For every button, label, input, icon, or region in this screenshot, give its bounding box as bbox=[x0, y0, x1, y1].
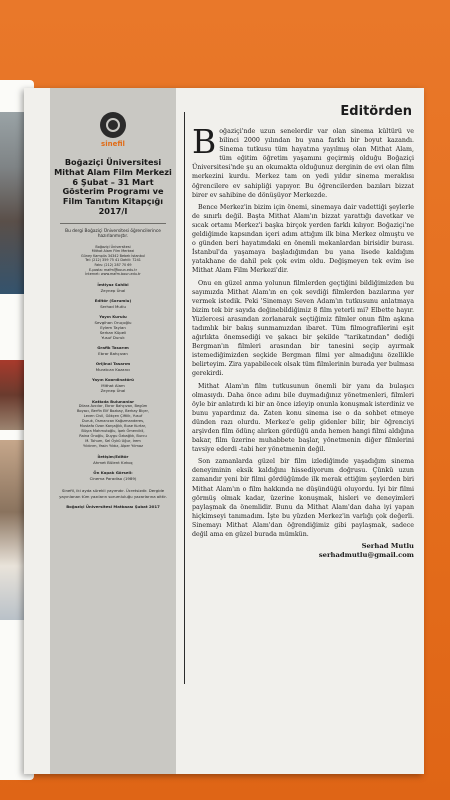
article-paragraph: Onu en güzel anma yolunun filmlerden geçtiğini bildiğimizden bu sayımızda Mithat Alam'ın en çok sevdiği filmlerden bazılarına yer vermek istedik. Peki 'Sinemayı Seven Adam'ın tutkusunu anlatmaya bizim tek bir sayıda değinebildiğimiz 8 film yeterli mi? Elbette hayır. Yüzlercesi arasından zorlanarak seçtiğimiz filmler onun film aşkına tadımlık bir bakış sunmamızdan ibaret. Tüm filmografilerini eşit ağırlıkta önemsediği ve şakacı bir şekilde "tarikatından" dediği Bergman'ın filmleri arasından bir tanesini seçip ayırmak istemediğimizden seçkide Bergman filmi yer almadığını özellikle belirteyim. Zira yapabilecek olsak tüm filmlerinin burada yer bulması gerekirdi. bbox=[192, 279, 414, 378]
drop-cap: B bbox=[192, 122, 217, 161]
credit-name: Muratcan Kazancı bbox=[95, 367, 131, 373]
credit-name: Mustafa Ozan Karçağlılı, Buse Kurtar, bbox=[79, 424, 147, 429]
credit-name: M. Tohum, Sel Öykü Uğur, İrem bbox=[85, 439, 141, 444]
credit-name: Yusuf Duruk bbox=[101, 335, 125, 341]
paragraph-text: oğaziçi'nde uzun senelerdir var olan sinema kültürü ve bilinci 2000 yılından bu yana farklı bir boyut kazandı. Sinema tutkusu tüm hayatına yayılmış olan Mithat Alam, tüm eğitim öğretim yaşamını geçirmiş olduğu Boğaziçi Üniversitesi'nde şu an okumakta olduğunuz derginin de evi olan film merkezini kurdu. Merkez tam on yedi yıldır sinema meraklısı öğrencilere ev sahipliği yapıyor. Bu öğrencilerden bazıları bizzat birer ev sahibine de dönüşüyor Merkezde. bbox=[192, 128, 414, 199]
credit-name: Sevgihan Oruçoğlu bbox=[94, 319, 132, 325]
credit-name: Ahmet Bülent Kırkoç bbox=[93, 460, 133, 466]
underlying-photo-middle bbox=[0, 360, 26, 430]
credit-role: Yayın Kurulu bbox=[99, 313, 127, 319]
author-email: serhadmutlu@gmail.com bbox=[318, 551, 414, 560]
credit-name: Raina Önoğlu, Duygu Özbağlık, Burcu bbox=[79, 434, 147, 439]
article-body bbox=[192, 122, 414, 539]
credit-board bbox=[54, 315, 172, 341]
booklet-title bbox=[54, 158, 172, 217]
publication-note: Sinefil, iki ayda sürekli yayımdır. Ücretsizdir. Dergide yayınlanan tüm yazıların sorumluluğu yazarlarına aittir. bbox=[59, 488, 167, 499]
title-line: Mithat Alam Film Merkezi bbox=[54, 166, 172, 177]
address-line: Güney Kampüs 34342 Bebek İstanbul bbox=[81, 253, 145, 258]
credit-name: Cinema Paradiso (1989) bbox=[89, 476, 137, 482]
title-line: Film Tanıtım Kitapçığı bbox=[62, 196, 164, 207]
credit-contact bbox=[54, 455, 172, 465]
article-paragraph: Son zamanlarda güzel bir film izlediğimde yaşadığım sinema deneyiminin eksik kaldığını hissediyorum doğrusu. Çünkü uzun zamandır yeni bir filmi gördüğümde ilk merak ettiğim şeylerden biri Mithat Alam'ın o film hakkında ne düşündüğü oluyordu. İyi bir filmi görmüş olmak kadar, üzerine konuşmak, hisleri ve deneyimleri paylaşmak da önemlidir. Bunu da Mithat Alam'dan daha iyi yapan hiçkimseyi tanımadım. İşte bu yüzden Merkez'in varlığı çok değerli. Sinemayı Mithat Alam'dan öğrendiğimiz gibi paylaşmak, sadece değil ama en güzel burada mümkün. bbox=[192, 458, 414, 539]
credit-role: Ön Kapak Görseli: bbox=[93, 470, 133, 476]
credit-name: Yıldırım, Yasin Yıldız, Alper Yılmaz bbox=[83, 444, 143, 449]
credit-owner bbox=[54, 283, 172, 293]
credit-name: Dilara Avcılar, Ebrar Bahçıvan, Begüm bbox=[78, 404, 148, 409]
editorial-article bbox=[192, 104, 414, 744]
article-paragraph bbox=[192, 122, 414, 200]
title-line: 6 Şubat – 31 Mart bbox=[72, 176, 154, 187]
credit-coordination bbox=[54, 378, 172, 393]
credit-name: Büşra Mahmutoğlu, İpek Ömercikli, bbox=[81, 429, 145, 434]
address-block bbox=[54, 245, 172, 277]
credit-name: Ebrar Bahçıvan bbox=[98, 351, 128, 357]
credit-role: Yayın Koordinatörü bbox=[92, 377, 134, 383]
credit-role: İmtiyaz Sahibi bbox=[97, 281, 129, 287]
credit-name: Duruk, Osmancan Kağızmanderes, bbox=[81, 419, 145, 424]
brand-name: sinefil bbox=[101, 140, 125, 148]
credit-role: Orijinal Tasarım bbox=[95, 361, 131, 367]
article-paragraph: Mithat Alam'ın film tutkusunun önemli bir yanı da bulaşıcı olmasıydı. Daha önce adını bile duymadığınız yönetmenleri, filmleri öyle bir anlatırdı ki bir an önce izleyip onunla konuşmak isterdiniz ve bunu yapardınız da. Zaten konu sinema ise o da sohbet etmeye dünden razı olurdu. Merkez'e gelip gidenler bilir, bir öğrenciyi arşivden film ödünç alırken gördüğü anda hemen hangi filmi aldığına bakar, film üzerine muhabbete başlar, yönetmenin diğer filmlerini tavsiye ederdi -tabi her yönetmenin değil. bbox=[192, 382, 414, 454]
credit-name: Serkan Küpeli bbox=[99, 329, 127, 335]
booklet-page bbox=[24, 88, 424, 774]
sidebar-divider bbox=[60, 223, 166, 224]
credit-name: Zeynep Ünal bbox=[100, 388, 126, 394]
credit-role: Editör (Sorumlu) bbox=[94, 297, 132, 303]
credit-role: Grafik Tasarım bbox=[97, 345, 129, 351]
address-line: Faks: (212) 287 70 69 bbox=[94, 262, 132, 267]
underlying-photo-bottom bbox=[0, 440, 26, 620]
credit-name: Serhad Mutlu bbox=[100, 303, 126, 309]
credit-role: Katkıda Bulunanlar bbox=[91, 398, 135, 404]
credit-cover-image bbox=[54, 471, 172, 481]
signature-block bbox=[192, 542, 414, 560]
sinefil-logo-icon bbox=[100, 112, 126, 138]
address-line: E-posta: mafm@boun.edu.tr bbox=[88, 267, 138, 272]
author-name: Serhad Mutlu bbox=[361, 542, 414, 551]
credit-name: Eylem Taylan bbox=[100, 324, 126, 330]
masthead-sidebar bbox=[50, 88, 176, 774]
credit-name: Leven Civil, Gökçen Çiftlik, Yusuf bbox=[83, 414, 143, 419]
credit-editor bbox=[54, 299, 172, 309]
column-divider bbox=[184, 112, 185, 684]
credit-role: İletişim/Editör bbox=[97, 454, 129, 460]
title-line: Gösterim Programı ve bbox=[62, 186, 164, 197]
address-line: Mithat Alam Film Merkezi bbox=[91, 249, 135, 254]
credit-contributors bbox=[54, 400, 172, 450]
title-line: Boğaziçi Üniversitesi bbox=[64, 157, 162, 167]
printer-note: Boğaziçi Üniversitesi Matbaası Şubat 2017 bbox=[66, 503, 160, 509]
article-heading: Editörden bbox=[340, 104, 412, 119]
address-line: Boğaziçi Üniversitesi bbox=[95, 244, 131, 249]
credit-name: Mithat Alam bbox=[101, 383, 125, 389]
credit-graphic-design bbox=[54, 346, 172, 356]
intro-note: Bu dergi Boğaziçi Üniversitesi öğrencilerince hazırlanmıştır. bbox=[65, 228, 161, 240]
credit-name: Boyacı, Berfin Elif Bozbay, Berkay Biçer, bbox=[76, 409, 150, 414]
address-line: Tel: (212) 359 75 41 Dahili: 7241 bbox=[85, 258, 141, 263]
article-paragraph: Bence Merkez'in bizim için önemi, sinemaya dair vadettiği şeylerle de sınırlı değil. Başta Mithat Alam'ın bizzat yarattığı davetkar ve sıcak ortamı Merkez'i başka birçok yerden farklı kılıyor. Boğaziçi'ne geldiğimde kapsından içeri adım attığım ilk bina Merkez olmuştu ve o günden beri hayatımdaki en önemli mekanlardan birisidir burası. İstanbul'da yaşamaya başladığımdan bu yana lisede kaldığım yatakhane de dahil pek çok evim oldu. Değişmeyen tek evim ise Mithat Alam Film Merkezi'dir. bbox=[192, 203, 414, 275]
credit-original-design bbox=[54, 362, 172, 372]
credit-name: Zeynep Ünal bbox=[100, 287, 126, 293]
title-line: 2017/I bbox=[98, 205, 128, 216]
address-line: İnternet: www.mafm.boun.edu.tr bbox=[85, 272, 141, 277]
